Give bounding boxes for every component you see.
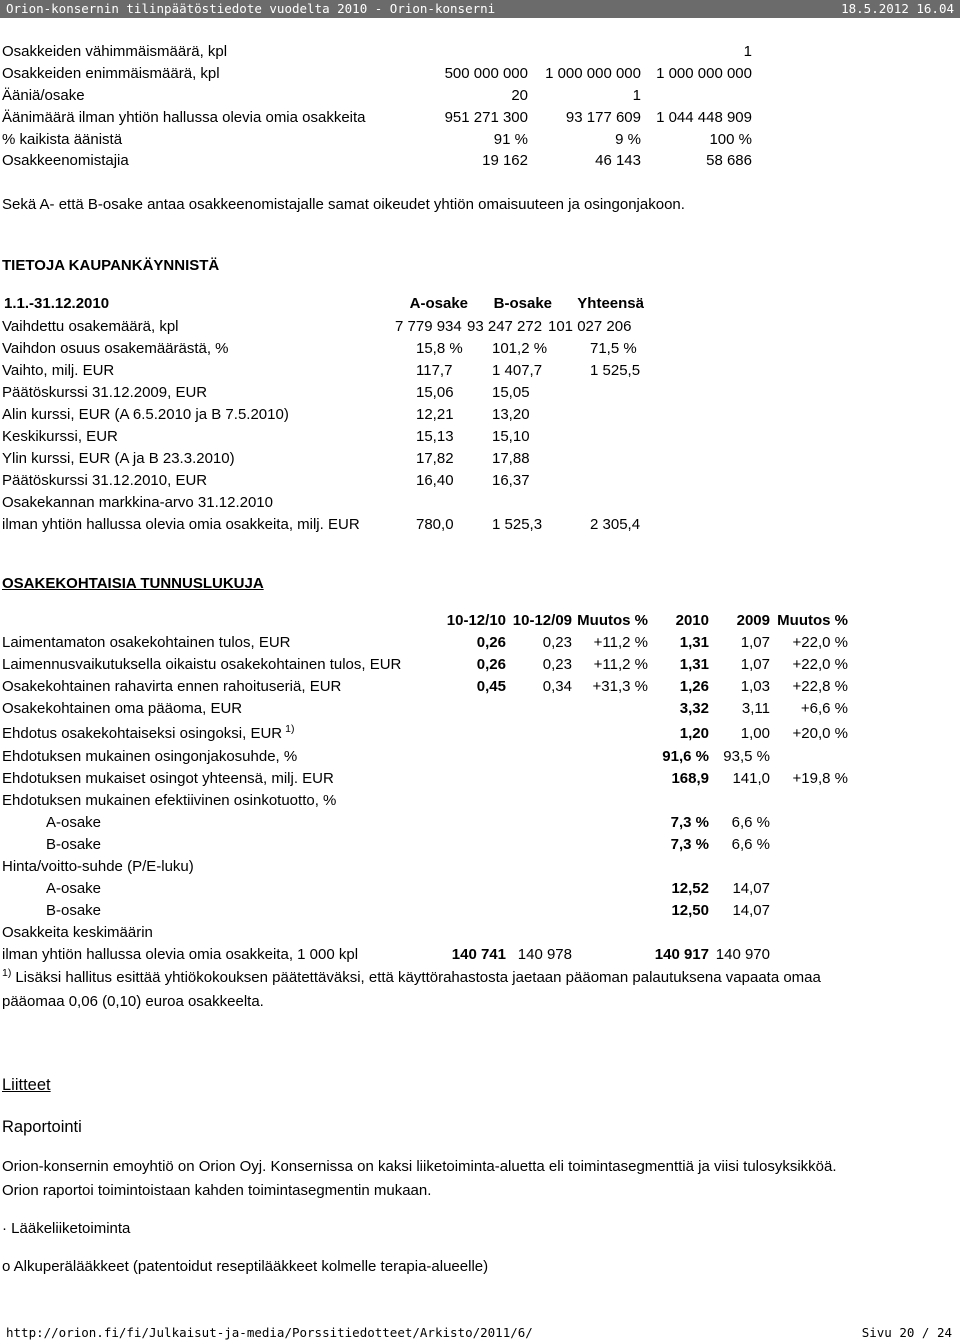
kpi-cell: 12,50: [671, 902, 709, 919]
sub-proprietary: o Alkuperälääkkeet (patentoidut reseptilääkkeet kolmelle terapia-alueelle): [2, 1258, 489, 1275]
bullet-pharma: · Lääkeliiketoiminta: [2, 1220, 131, 1237]
kpi-cell: 140 741: [451, 946, 506, 963]
shares-note: Sekä A- että B-osake antaa osakkeenomistajalle samat oikeudet yhtiön omaisuuteen ja osingonjakoon.: [2, 196, 685, 213]
trading-row-label: Vaihdon osuus osakemäärästä, %: [2, 340, 229, 357]
kpi-row-label-text: Laimentamaton osakekohtainen tulos, EUR: [2, 634, 291, 651]
kpi-cell: 12,52: [671, 880, 709, 897]
kpi-row-label: [2, 656, 401, 674]
share-cell-b: 1 000 000 000: [545, 65, 641, 82]
kpi-col-header: 2010: [675, 612, 709, 629]
kpi-cell: 7,3 %: [670, 836, 709, 853]
reporting-paragraph-2: Orion raportoi toimintoistaan kahden toimintasegmentin mukaan.: [2, 1182, 432, 1199]
kpi-col-header: Muutos %: [777, 612, 848, 629]
share-cell-total: 100 %: [709, 131, 752, 148]
trading-cell-b: 13,20: [492, 406, 530, 423]
trading-row-label: Osakekannan markkina-arvo 31.12.2010: [2, 494, 273, 511]
kpi-col-header: 10-12/09: [512, 612, 572, 629]
trading-cell-a: 780,0: [416, 516, 454, 533]
kpi-row-label: [46, 902, 101, 920]
kpi-cell: 1,31: [679, 656, 709, 673]
share-cell-total: [641, 87, 752, 105]
appendix-link[interactable]: Liitteet: [2, 1076, 51, 1094]
trading-heading: TIETOJA KAUPANKÄYNNISTÄ: [2, 257, 220, 274]
kpi-cell: 3,32: [679, 700, 709, 717]
header-title: Orion-konsernin tilinpäätöstiedote vuodelta 2010 - Orion-konserni: [6, 1, 496, 16]
trading-cell-b: 17,88: [492, 450, 530, 467]
share-cell-b: 93 177 609: [565, 109, 641, 126]
kpi-cell: 7,3 %: [670, 814, 709, 831]
trading-cell-b: 101,2 %: [492, 340, 548, 357]
kpi-cell: +22,0 %: [792, 656, 848, 673]
kpi-cell: 0,23: [542, 634, 572, 651]
trading-row-label: Vaihto, milj. EUR: [2, 362, 115, 379]
share-cell-b: 1: [632, 87, 641, 104]
kpi-cell: 0,45: [476, 678, 506, 695]
trading-row-label: Ylin kurssi, EUR (A ja B 23.3.2010): [2, 450, 235, 467]
trading-cell-a: 117,7: [416, 362, 453, 379]
share-row-label: % kaikista äänistä: [2, 131, 123, 148]
kpi-cell: 1,07: [740, 634, 770, 651]
kpi-col-header: 10-12/10: [446, 612, 506, 629]
trading-cell-a: 16,40: [416, 472, 454, 489]
kpi-cell: 140 917: [654, 946, 709, 963]
kpi-cell: 3,11: [741, 700, 770, 717]
kpi-row-label: [2, 725, 295, 743]
kpi-cell: 14,07: [732, 902, 770, 919]
trading-row-label: Keskikurssi, EUR: [2, 428, 118, 445]
trading-col-a: A-osake: [409, 295, 468, 312]
kpi-cell: 0,23: [542, 656, 572, 673]
kpi-cell: 168,9: [671, 770, 709, 787]
print-footer: [0, 1324, 960, 1341]
kpi-row-label-text: Laimennusvaikutuksella oikaistu osakekohtainen tulos, EUR: [2, 656, 402, 673]
trading-cell-a: 17,82: [416, 450, 454, 467]
kpi-cell: 1,20: [679, 725, 709, 742]
trading-row-label: Alin kurssi, EUR (A 6.5.2010 ja B 7.5.2010): [2, 406, 289, 423]
footer-url: http://orion.fi/fi/Julkaisut-ja-media/Porssitiedotteet/Arkisto/2011/6/: [6, 1325, 533, 1340]
kpi-cell: 1,31: [679, 634, 709, 651]
share-cell-total: 1 000 000 000: [656, 65, 752, 82]
footnote-text: Lisäksi hallitus esittää yhtiökokouksen päätettäväksi, että käyttörahastosta jaetaan pääoman palautuksena vapaata omaa: [15, 969, 821, 986]
print-header: [0, 0, 960, 18]
kpi-row-label: [2, 678, 341, 696]
kpi-cell: +11,2 %: [593, 634, 648, 651]
trading-cell-a: 12,21: [416, 406, 454, 423]
footer-page-number: Sivu 20 / 24: [861, 1325, 952, 1340]
kpi-cell: +22,8 %: [792, 678, 848, 695]
kpi-row-label: [46, 880, 101, 898]
kpi-row-label-text: ilman yhtiön hallussa olevia omia osakkeita, 1 000 kpl: [2, 946, 359, 963]
kpi-cell: +11,2 %: [593, 656, 648, 673]
footnote-marker: 1): [2, 967, 12, 979]
kpi-cell: +6,6 %: [800, 700, 848, 717]
trading-cell-a: 15,13: [416, 428, 454, 445]
kpi-cell: 0,26: [476, 656, 506, 673]
kpi-cell: 140 978: [517, 946, 572, 963]
share-cell-b: 9 %: [615, 131, 641, 148]
kpi-cell: 6,6 %: [731, 836, 770, 853]
kpi-row-label: [46, 814, 101, 832]
kpi-cell: 141,0: [732, 770, 770, 787]
kpi-row-label: [2, 792, 336, 810]
share-cell-a: 951 271 300: [444, 109, 528, 126]
kpi-cell: 6,6 %: [731, 814, 770, 831]
kpi-row-label: [46, 836, 101, 854]
trading-cell-total: 101 027 206: [548, 318, 632, 335]
kpi-row-label-text: B-osake: [46, 836, 102, 853]
kpi-cell: 93,5 %: [723, 748, 770, 765]
kpi-heading: OSAKEKOHTAISIA TUNNUSLUKUJA: [2, 575, 264, 592]
kpi-cell: 1,00: [740, 725, 770, 742]
trading-cell-b: 15,05: [492, 384, 530, 401]
trading-period: 1.1.-31.12.2010: [4, 295, 110, 312]
share-cell-total: 1 044 448 909: [656, 109, 752, 126]
header-datetime: 18.5.2012 16.04: [841, 1, 954, 16]
kpi-cell: 91,6 %: [662, 748, 709, 765]
share-row-label: Äänimäärä ilman yhtiön hallussa olevia omia osakkeita: [2, 109, 366, 126]
trading-row-label: Päätöskurssi 31.12.2010, EUR: [2, 472, 208, 489]
share-cell-total: 58 686: [706, 152, 752, 169]
kpi-row-label-text: A-osake: [46, 880, 102, 897]
trading-cell-b: 1 407,7: [492, 362, 543, 379]
kpi-col-header: 2009: [736, 612, 770, 629]
trading-cell-a: 15,06: [416, 384, 454, 401]
footnote-line-1: [2, 969, 821, 987]
share-cell-b: 46 143: [595, 152, 641, 169]
share-cell-a: 91 %: [493, 131, 528, 148]
kpi-row-label-text: A-osake: [46, 814, 102, 831]
share-row-label: Ääniä/osake: [2, 87, 85, 104]
kpi-row-label-text: Ehdotuksen mukainen osingonjakosuhde, %: [2, 748, 298, 765]
kpi-row-label-text: Osakekohtainen oma pääoma, EUR: [2, 700, 243, 717]
kpi-row-label-text: Ehdotuksen mukaiset osingot yhteensä, milj. EUR: [2, 770, 334, 787]
kpi-row-label-text: Osakekohtainen rahavirta ennen rahoituseriä, EUR: [2, 678, 342, 695]
footnote-ref: 1): [285, 723, 295, 735]
kpi-cell: +31,3 %: [592, 678, 648, 695]
trading-col-total: Yhteensä: [577, 295, 644, 312]
kpi-row-label: [2, 924, 153, 942]
trading-col-b: B-osake: [493, 295, 552, 312]
kpi-row-label: [2, 946, 358, 964]
trading-cell-b: 1 525,3: [492, 516, 543, 533]
kpi-row-label-text: B-osake: [46, 902, 102, 919]
kpi-cell: 0,34: [542, 678, 572, 695]
trading-cell-b: 16,37: [492, 472, 530, 489]
trading-cell-total: 2 305,4: [590, 516, 641, 533]
kpi-row-label: [2, 634, 291, 652]
share-cell-a: 20: [511, 87, 528, 104]
kpi-row-label: [2, 700, 242, 718]
kpi-row-label-text: Ehdotus osakekohtaiseksi osingoksi, EUR: [2, 725, 283, 742]
kpi-cell: +20,0 %: [792, 725, 848, 742]
footnote-line-2: pääomaa 0,06 (0,10) euroa osakkeelta.: [2, 993, 264, 1010]
kpi-cell: 1,07: [740, 656, 770, 673]
trading-cell-a: 7 779 934: [395, 318, 462, 335]
kpi-cell: 1,26: [679, 678, 709, 695]
share-row-label: Osakkeiden vähimmäismäärä, kpl: [2, 43, 228, 60]
kpi-cell: +19,8 %: [792, 770, 848, 787]
trading-cell-total: 71,5 %: [590, 340, 637, 357]
reporting-paragraph-1: Orion-konsernin emoyhtiö on Orion Oyj. Konsernissa on kaksi liiketoiminta-aluetta eli toimintasegmenttiä ja viisi tulosyksikköä.: [2, 1158, 837, 1175]
trading-cell-b: 15,10: [492, 428, 530, 445]
kpi-row-label: [2, 748, 297, 766]
trading-row-label: Vaihdettu osakemäärä, kpl: [2, 318, 179, 335]
kpi-cell: 0,26: [476, 634, 506, 651]
reporting-heading: Raportointi: [2, 1118, 82, 1136]
trading-cell-a: 15,8 %: [416, 340, 463, 357]
kpi-col-header: Muutos %: [577, 612, 648, 629]
share-cell-a: 19 162: [482, 152, 528, 169]
share-row-label: Osakkeiden enimmäismäärä, kpl: [2, 65, 220, 82]
kpi-row-label-text: Ehdotuksen mukainen efektiivinen osinkotuotto, %: [2, 792, 337, 809]
kpi-row-label-text: Hinta/voitto-suhde (P/E-luku): [2, 858, 194, 875]
share-row-label: Osakkeenomistajia: [2, 152, 129, 169]
trading-cell-b: 93 247 272: [467, 318, 543, 335]
kpi-cell: 1,03: [740, 678, 770, 695]
share-cell-a: 500 000 000: [444, 65, 528, 82]
kpi-row-label: [2, 770, 334, 788]
share-cell-a: [420, 43, 528, 61]
kpi-cell: 140 970: [715, 946, 770, 963]
kpi-row-label: [2, 858, 194, 876]
kpi-cell: 14,07: [732, 880, 770, 897]
share-cell-total: 1: [743, 43, 752, 60]
trading-cell-total: 1 525,5: [590, 362, 641, 379]
trading-row-label: ilman yhtiön hallussa olevia omia osakkeita, milj. EUR: [2, 516, 360, 533]
share-cell-b: [528, 43, 641, 61]
kpi-cell: +22,0 %: [792, 634, 848, 651]
kpi-row-label-text: Osakkeita keskimäärin: [2, 924, 153, 941]
trading-row-label: Päätöskurssi 31.12.2009, EUR: [2, 384, 208, 401]
